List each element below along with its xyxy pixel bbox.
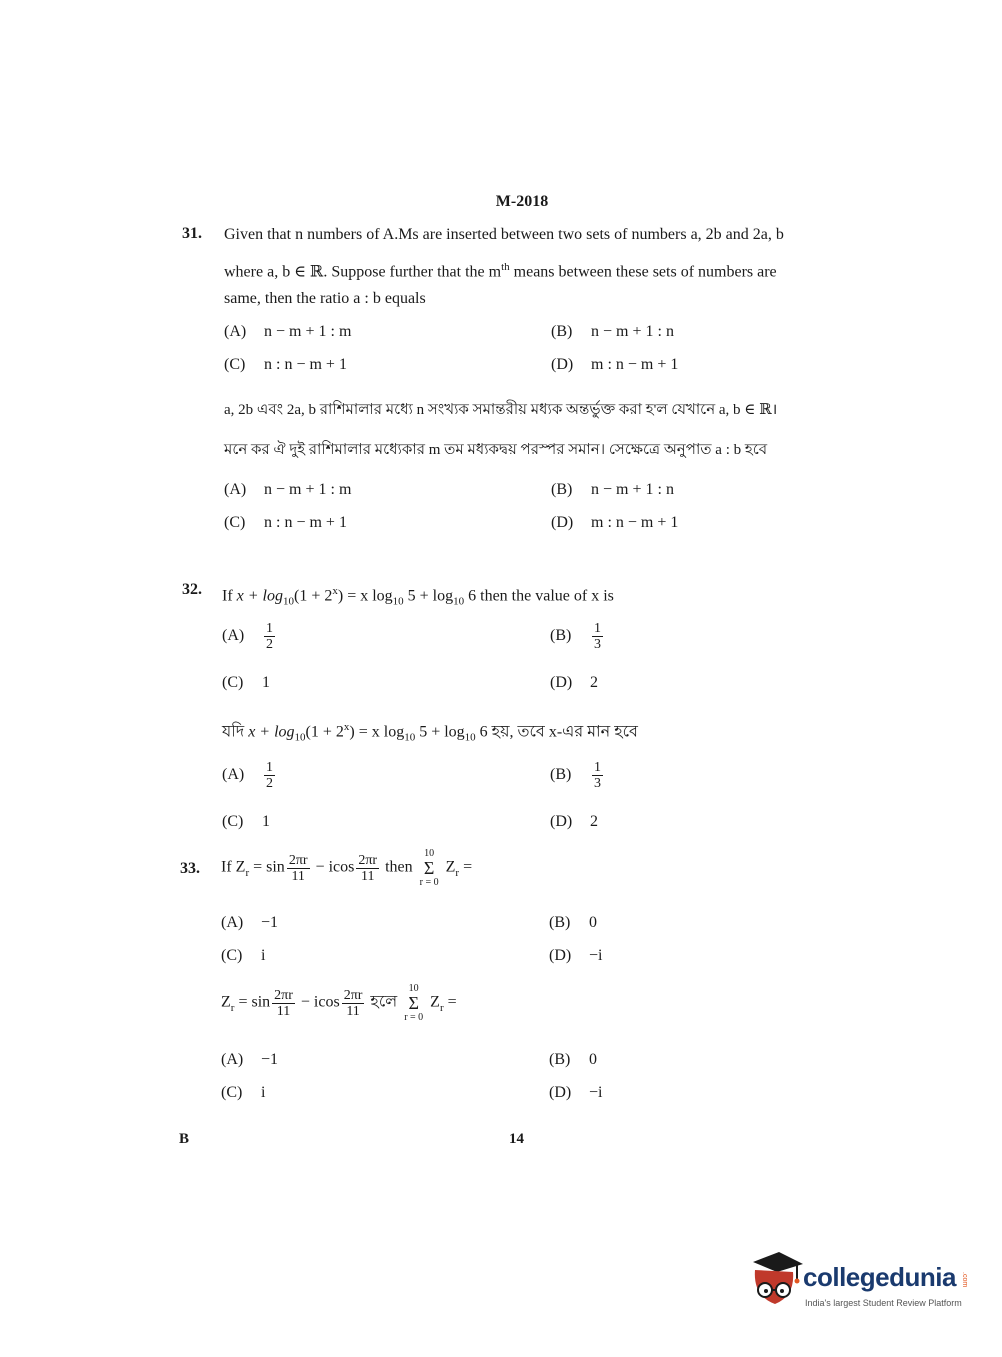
question-33-bengali: $Z_r = \sin$ $\frac{2\pi r}{11}$ − icos $\frac{2\pi r}{11}$ হলে 10 Σ r = 0 $Z_r$ = [221, 983, 457, 1023]
q33-bn-option-a: (A) −1 [221, 1051, 279, 1068]
q31-bn-option-c: (C) n : n − m + 1 [224, 514, 347, 531]
question-32-bengali: যদি $x + \log_{10}(1 + 2^x) = x$ $\log_{10} 5 + \log_{10} 6$ হয়, তবে x-এর মান হবে [222, 721, 638, 744]
q33-bn-option-d: (D) −i [549, 1084, 603, 1101]
logo-domain: .com [961, 1272, 968, 1288]
q31-bn-option-d: (D) m : n − m + 1 [551, 514, 679, 531]
q33-option-c: (C) i [221, 947, 266, 964]
question-31-text-line1: Given that n numbers of A.Ms are inserted between two sets of numbers a, 2b and 2a, b [224, 226, 784, 243]
q32-bn-option-a: (A) $\frac{1}{2}$ [222, 760, 273, 791]
q33-bn-option-b: (B) 0 [549, 1051, 597, 1068]
q32-option-c: (C) 1 [222, 674, 270, 691]
q32-bn-option-b: (B) $\frac{1}{3}$ [550, 760, 601, 791]
mascot-icon [745, 1248, 805, 1312]
question-31-number: 31. [182, 225, 202, 242]
q33-option-b: (B) 0 [549, 914, 597, 931]
q32-option-a: (A) $\frac{1}{2}$ [222, 621, 273, 652]
page-number: 14 [509, 1131, 524, 1147]
question-33-text: If $Z_r = \sin$ $\frac{2\pi r}{11}$ − icos $\frac{2\pi r}{11}$ then 10 Σ r = 0 $Z_r$ = [221, 848, 473, 888]
q33-option-d: (D) −i [549, 947, 603, 964]
question-32-number: 32. [182, 581, 202, 598]
question-31-text-line2: where a, b ∈ ℝ. Suppose further that the $m^{th}$ means between these sets of numbers are [224, 261, 777, 281]
q31-option-b: (B) n − m + 1 : n [551, 323, 674, 340]
q31-bn-option-b: (B) n − m + 1 : n [551, 481, 674, 498]
q32-bn-option-d: (D) 2 [550, 813, 598, 830]
page-header: M-2018 [495, 193, 549, 210]
collegedunia-logo[interactable] [745, 1248, 975, 1318]
q33-bn-option-c: (C) i [221, 1084, 266, 1101]
q31-bn-option-a: (A) n − m + 1 : m [224, 481, 352, 498]
q33-option-a: (A) −1 [221, 914, 279, 931]
q31-option-a: (A) n − m + 1 : m [224, 323, 352, 340]
question-31-bengali-line1: a, 2b এবং 2a, b রাশিমালার মধ্যে n সংখ্যক সমান্তরীয় মধ্যক অন্তর্ভুক্ত করা হ'ল যেখানে a, b ∈ ℝ। [224, 402, 778, 418]
logo-tagline: India's largest Student Review Platform [805, 1298, 962, 1308]
q32-option-d: (D) 2 [550, 674, 598, 691]
q31-option-d: (D) m : n − m + 1 [551, 356, 679, 373]
q31-option-c: (C) n : n − m + 1 [224, 356, 347, 373]
q32-option-b: (B) $\frac{1}{3}$ [550, 621, 601, 652]
question-32-text: If $x + \log_{10}(1 + 2^x) = x$ $\log_{10} 5 + \log_{10} 6$ then the value of x is [222, 585, 614, 608]
question-31-bengali-line2: মনে কর ঐ দুই রাশিমালার মধ্যেকার m তম মধ্যকদ্বয় পরস্পর সমান। সেক্ষেত্রে অনুপাত a : b হবে [224, 442, 768, 458]
question-33-number: 33. [180, 860, 200, 877]
q32-bn-option-c: (C) 1 [222, 813, 270, 830]
logo-wordmark: collegedunia [803, 1262, 956, 1292]
booklet-code: B [179, 1131, 190, 1147]
question-31-text-line3: same, then the ratio a : b equals [224, 290, 426, 307]
